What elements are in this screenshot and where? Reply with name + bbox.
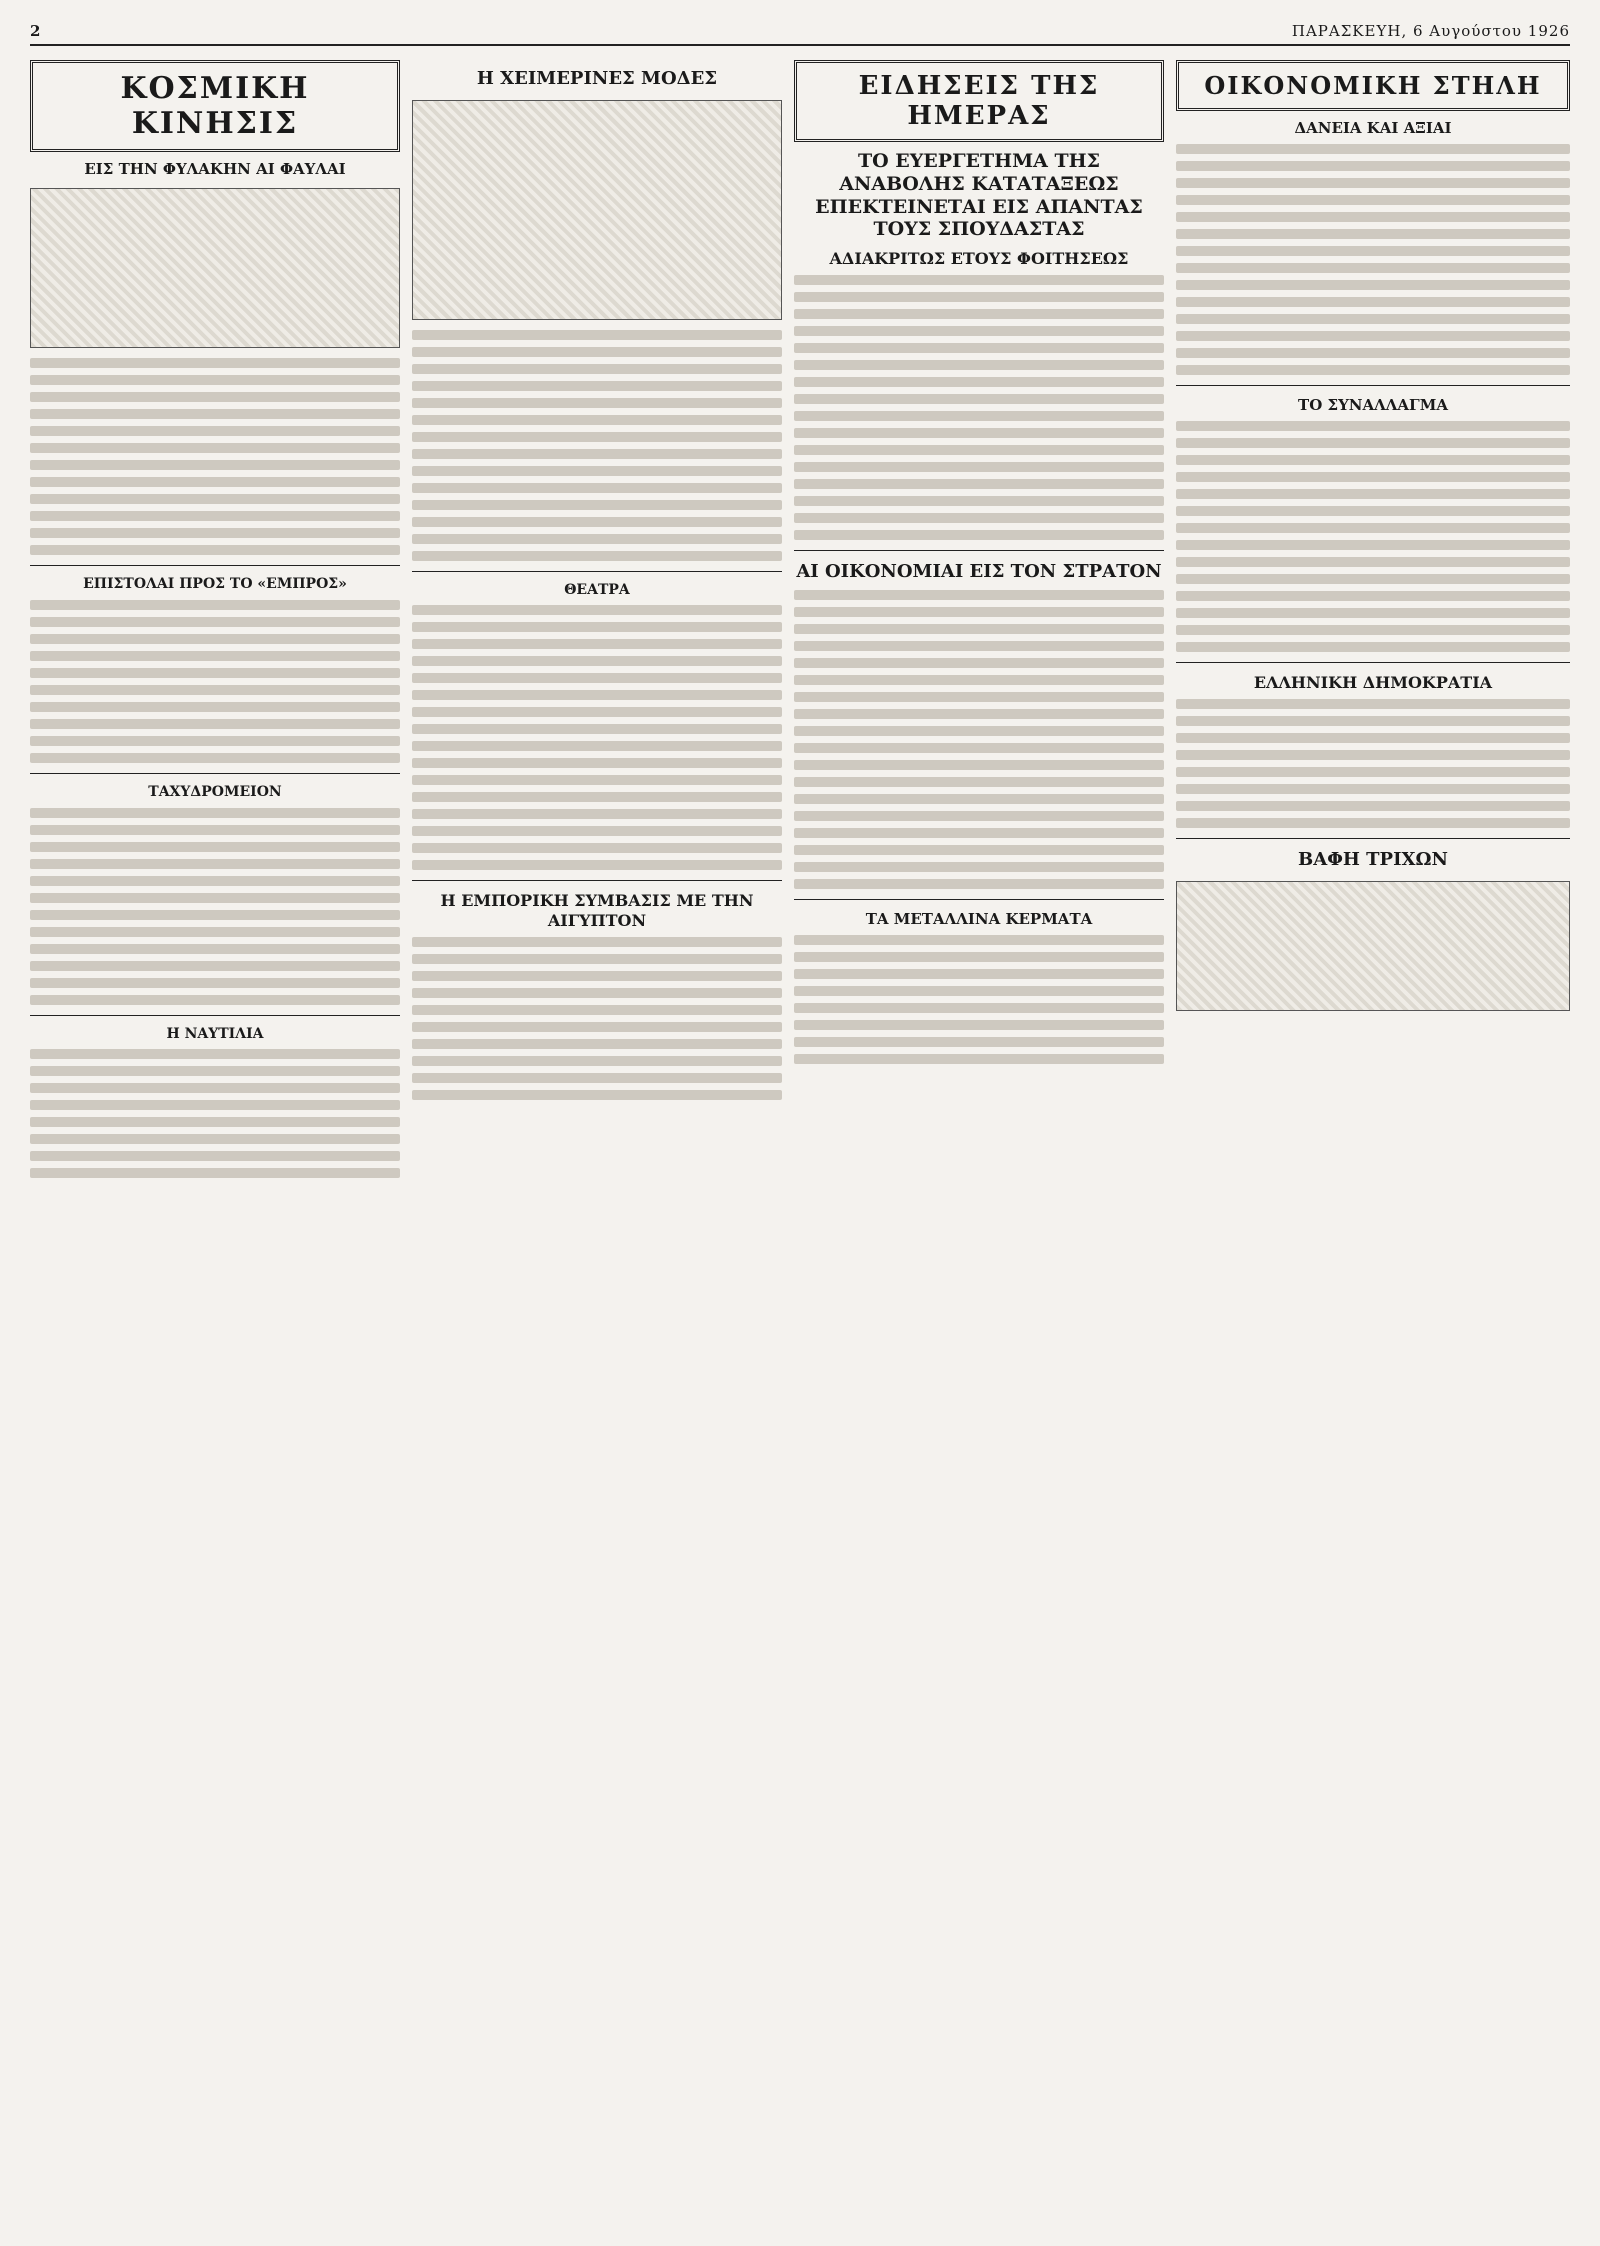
column-1 <box>30 60 400 2216</box>
illustration <box>412 100 782 320</box>
headline: ΒΑΦΗ ΤΡΙΧΩΝ <box>1298 849 1448 871</box>
headline: ΤΑ ΜΕΤΑΛΛΙΝΑ ΚΕΡΜΑΤΑ <box>865 909 1093 928</box>
headline: Η ΝΑΥΤΙΛΙΑ <box>166 1025 264 1042</box>
masthead <box>30 14 1570 46</box>
headline: ΑΙ ΟΙΚΟΝΟΜΙΑΙ ΕΙΣ ΤΟΝ ΣΤΡΑΤΟΝ <box>796 561 1162 583</box>
dateline: ΠΑΡΑΣΚΕΥΗ, 6 Αυγούστου 1926 <box>1291 22 1570 40</box>
section-banner: ΟΙΚΟΝΟΜΙΚΗ ΣΤΗΛΗ <box>1176 60 1570 111</box>
section-banner: ΕΙΔΗΣΕΙΣ ΤΗΣ ΗΜΕΡΑΣ <box>794 60 1164 142</box>
headline: Η ΧΕΙΜΕΡΙΝΕΣ ΜΟΔΕΣ <box>476 68 718 89</box>
column-3 <box>794 60 1164 2216</box>
column-4 <box>1176 60 1570 2216</box>
headline: ΤΑΧΥΔΡΟΜΕΙΟΝ <box>148 783 282 800</box>
illustration <box>30 188 400 348</box>
headline: ΤΟ ΕΥΕΡΓΕΤΗΜΑ ΤΗΣ ΑΝΑΒΟΛΗΣ ΚΑΤΑΤΑΞΕΩΣ ΕΠΕΚΤΕΙΝΕΤΑΙ ΕΙΣ ΑΠΑΝΤΑΣ ΤΟΥΣ ΣΠΟΥΔΑΣΤΑΣ <box>815 150 1143 241</box>
headline: ΕΙΣ ΤΗΝ ΦΥΛΑΚΗΝ ΑΙ ΦΑΥΛΑΙ <box>84 160 346 178</box>
subheadline: ΑΔΙΑΚΡΙΤΩΣ ΕΤΟΥΣ ΦΟΙΤΗΣΕΩΣ <box>829 249 1129 269</box>
column-2 <box>412 60 782 2216</box>
page-number: 2 <box>30 22 41 40</box>
headline: ΕΠΙΣΤΟΛΑΙ ΠΡΟΣ ΤΟ «ΕΜΠΡΟΣ» <box>83 576 347 592</box>
headline: ΕΛΛΗΝΙΚΗ ΔΗΜΟΚΡΑΤΙΑ <box>1253 673 1493 692</box>
headline: ΘΕΑΤΡΑ <box>564 581 630 598</box>
headline: ΤΟ ΣΥΝΑΛΛΑΓΜΑ <box>1298 396 1448 414</box>
headline: Η ΕΜΠΟΡΙΚΗ ΣΥΜΒΑΣΙΣ ΜΕ ΤΗΝ ΑΙΓΥΠΤΟΝ <box>440 891 754 930</box>
section-banner: ΚΟΣΜΙΚΗ ΚΙΝΗΣΙΣ <box>30 60 400 152</box>
advertisement-illustration <box>1176 881 1570 1011</box>
headline: ΔΑΝΕΙΑ ΚΑΙ ΑΞΙΑΙ <box>1294 119 1452 137</box>
